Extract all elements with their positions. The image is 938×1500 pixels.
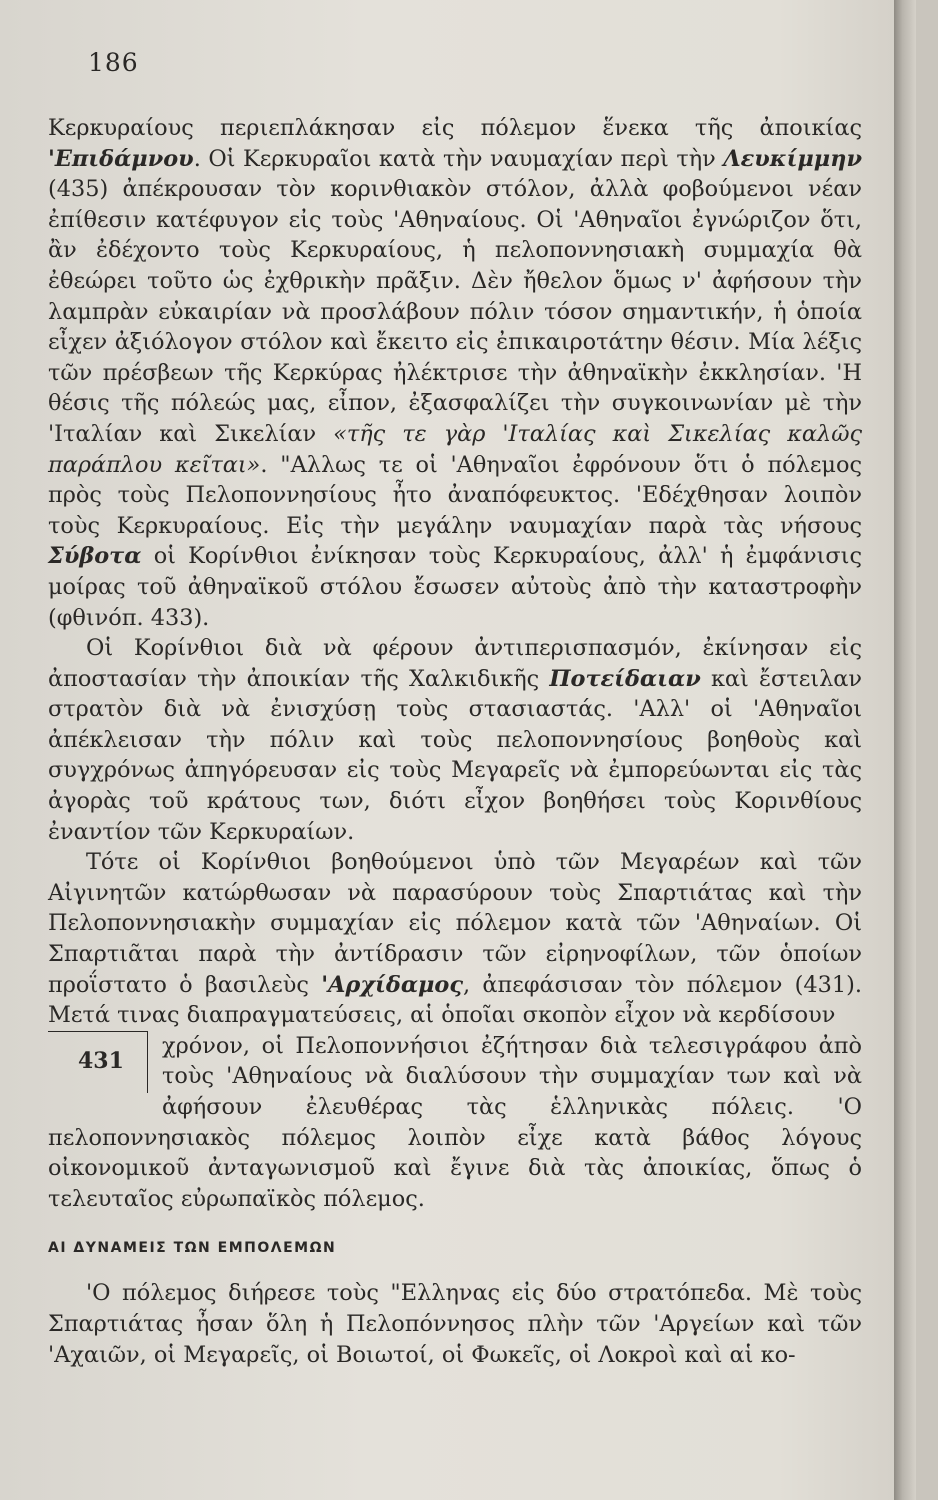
text-run: Οἱ Κορίνθιοι διὰ νὰ φέρουν ἀντιπερισπασμόν, ἐκίνησαν εἰς ἀποστασίαν τὴν ἀποικίαν τῆς Χαλκιδικῆς bbox=[48, 635, 862, 692]
text-run: . "Αλλως τε οἱ 'Αθηναῖοι ἐφρόνουν ὅτι ὁ πόλεμος πρὸς τοὺς Πελοποννησίους ἦτο ἀναπόφευκτος. 'Εδέχθησαν λοιπὸν τοὺς Κερκυραίους. Εἰς τὴν μεγάλην ναυμαχίαν παρὰ τὰς νήσους bbox=[48, 451, 863, 539]
emphasis-term: Ποτείδαιαν bbox=[549, 665, 701, 692]
paragraph bbox=[48, 847, 862, 1031]
text-run: . Οἱ Κερκυραῖοι κατὰ τὴν ναυμαχίαν περὶ τὴν bbox=[193, 145, 724, 172]
paragraph bbox=[48, 113, 862, 633]
page-binding-edge bbox=[894, 0, 916, 1500]
paragraph bbox=[48, 1278, 862, 1370]
emphasis-term: 'Επιδάμνου bbox=[48, 145, 194, 172]
quotation: «τῆς τε γὰρ 'Ιταλίας καὶ Σικελίας καλῶς παράπλου κεῖται» bbox=[48, 420, 862, 478]
margin-year: 431 bbox=[78, 1047, 124, 1074]
text-run: (435) ἀπέκρουσαν τὸν κορινθιακὸν στόλον, ἀλλὰ φοβούμενοι νέαν ἐπίθεσιν κατέφυγον εἰς τοὺς 'Αθηναίους. Οἱ 'Αθηναῖοι ἐγνώριζον ὅτι, ἂν ἐδέχοντο τοὺς Κερκυραίους, ἡ πελοποννησιακὴ συμμαχία θὰ ἐθεώρει τοῦτο ὡς ἐχθρικὴν πρᾶξιν. Δὲν ἤθελον ὅμως ν' ἀφήσουν τὴν λαμπρὰν εὐκαιρίαν νὰ προσλάβουν πόλιν τόσον σημαντικήν, ἡ ὁποία εἶχεν ἀξιόλογον στόλον καὶ ἔκειτο εἰς ἐπικαιροτάτην θέσιν. Μία λέξις τῶν πρέσβεων τῆς Κερκύρας ἠλέκτρισε τὴν ἀθηναϊκὴν ἐκκλησίαν. 'Η θέσις τῆς πόλεώς μας, εἶπον, ἐξασφαλίζει τὴν συγκοινωνίαν μὲ τὴν 'Ιταλίαν καὶ Σικελίαν bbox=[48, 176, 862, 447]
text-run: Κερκυραίους περιεπλάκησαν εἰς πόλεμον ἕνεκα τῆς ἀποικίας bbox=[48, 115, 862, 141]
text-run: , ἀπεφάσισαν τὸν πόλεμον (431). Μετά τινας διαπραγματεύσεις, αἱ ὁποῖαι σκοπὸν εἶχον νὰ κερδίσουν bbox=[48, 971, 863, 1029]
margin-year-box bbox=[48, 1031, 148, 1093]
text-run: 'Ο πόλεμος διήρεσε τοὺς "Ελληνας εἰς δύο στρατόπεδα. Μὲ τοὺς Σπαρτιάτας ἦσαν ὅλη ἡ Πελοπόννησος πλὴν τῶν 'Αργείων καὶ τῶν 'Αχαιῶν, οἱ Μεγαρεῖς, οἱ Βοιωτοί, οἱ Φωκεῖς, οἱ Λοκροὶ καὶ αἱ κο- bbox=[48, 1280, 862, 1368]
paragraph bbox=[48, 1031, 862, 1215]
section-heading: ΑΙ ΔΥΝΑΜΕΙΣ ΤΩΝ ΕΜΠΟΛΕΜΩΝ bbox=[48, 1240, 337, 1257]
emphasis-term: 'Αρχίδαμος bbox=[321, 971, 464, 998]
text-run: καὶ ἔστειλαν στρατὸν διὰ νὰ ἐνισχύσῃ τοὺς στασιαστάς. 'Αλλ' οἱ 'Αθηναῖοι ἀπέκλεισαν τὴν πόλιν καὶ τοὺς πελοποννησίους βοηθοὺς καὶ συγχρόνως ἀπηγόρευσαν εἰς τοὺς Μεγαρεῖς νὰ ἐμπορεύωνται εἰς τὰς ἀγορὰς τοῦ κράτους των, διότι εἶχον βοηθήσει τοὺς Κορινθίους ἐναντίον τῶν Κερκυραίων. bbox=[48, 665, 863, 845]
body-text bbox=[48, 113, 862, 1370]
emphasis-term: Σύβοτα bbox=[48, 543, 142, 570]
page-number: 186 bbox=[88, 48, 139, 77]
emphasis-term: Λευκίμμην bbox=[723, 145, 862, 172]
text-run: χρόνον, οἱ Πελοποννήσιοι ἐζήτησαν διὰ τελεσιγράφου ἀπὸ τοὺς 'Αθηναίους νὰ διαλύσουν τὴν συμμαχίαν των καὶ νὰ ἀφήσουν ἐλευθέρας τὰς ἑλληνικὰς πόλεις. 'Ο πελοποννησιακὸς πόλεμος λοιπὸν εἶχε κατὰ βάθος λόγους οἰκονομικοῦ ἀνταγωνισμοῦ καὶ ἔγινε διὰ τὰς ἀποικίας, ὅπως ὁ τελευταῖος εὐρωπαϊκὸς πόλεμος. bbox=[48, 1032, 862, 1212]
text-run: οἱ Κορίνθιοι ἐνίκησαν τοὺς Κερκυραίους, ἀλλ' ἡ ἐμφάνισις μοίρας τοῦ ἀθηναϊκοῦ στόλου ἔσωσεν αὐτοὺς ἀπὸ τὴν καταστροφὴν (φθινόπ. 433). bbox=[48, 543, 862, 631]
text-run: Τότε οἱ Κορίνθιοι βοηθούμενοι ὑπὸ τῶν Μεγαρέων καὶ τῶν Αἰγινητῶν κατώρθωσαν νὰ παρασύρουν τοὺς Σπαρτιάτας καὶ τὴν Πελοποννησιακὴν συμμαχίαν εἰς πόλεμον κατὰ τῶν 'Αθηναίων. Οἱ Σπαρτιᾶται παρὰ τὴν ἀντίδρασιν τῶν εἰρηνοφίλων, τῶν ὁποίων προΐστατο ὁ βασιλεὺς bbox=[48, 849, 862, 998]
paragraph bbox=[48, 633, 862, 847]
